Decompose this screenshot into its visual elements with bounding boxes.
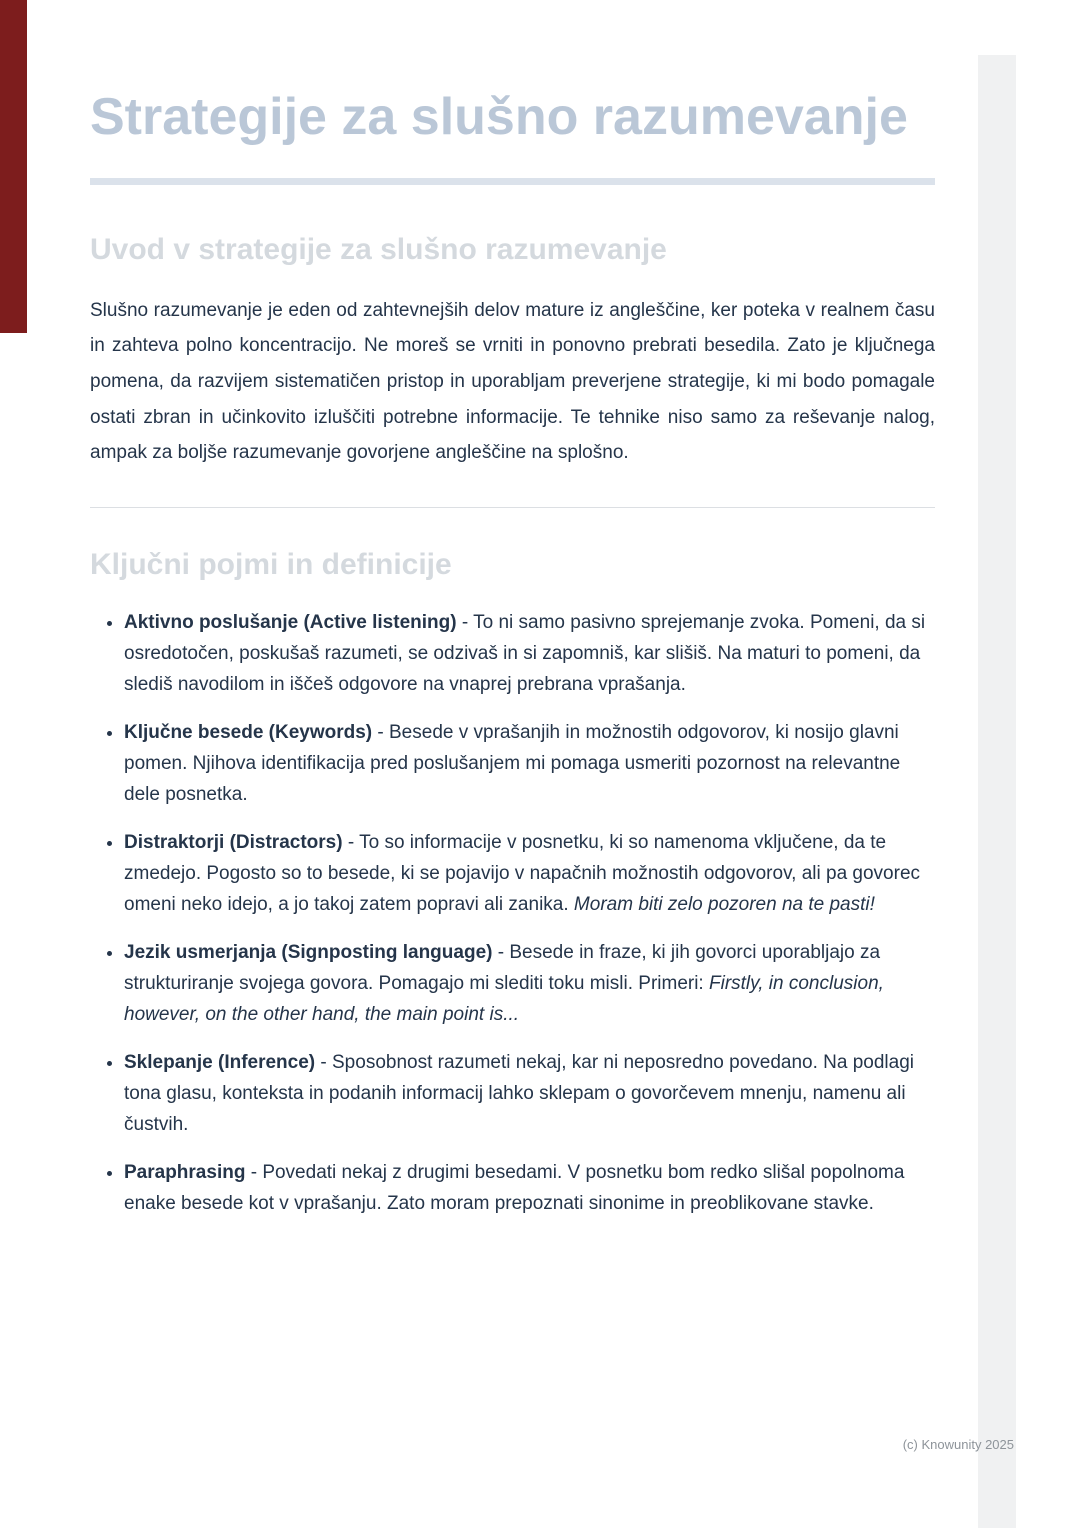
title-divider — [90, 178, 935, 185]
terms-section-heading: Ključni pojmi in definicije — [90, 548, 452, 582]
intro-section-heading: Uvod v strategije za slušno razumevanje — [90, 232, 667, 266]
term-name: Distraktorji (Distractors) — [124, 832, 343, 853]
list-item — [124, 1048, 935, 1141]
section-intro — [90, 233, 935, 472]
term-definition: - To ni samo pasivno sprejemanje zvoka. Pomeni, da si osredotočen, poskušaš razumeti, se odzivaš in si zapomniš, kar slišiš. Na maturi to pomeni, da slediš navodilom in iščeš odgovore na vnaprej prebrana vprašanja. — [124, 612, 926, 696]
intro-paragraph: Slušno razumevanje je eden od zahtevnejših delov mature iz angleščine, ker poteka v realnem času in zahteva polno koncentracijo. Ne moreš se vrniti in ponovno prebrati besedila. Zato je ključnega pomena, da razvijem sistematičen pristop in uporabljam preverjene strategije, ki mi bodo pomagale ostati zbran in učinkovito izluščiti potrebne informacije. Te tehnike niso samo za reševanje nalog, ampak za boljše razumevanje govorjene angleščine na splošno. — [90, 299, 935, 464]
copyright-text: (c) Knowunity 2025 — [902, 1437, 1014, 1452]
list-item — [124, 1158, 935, 1220]
term-name: Sklepanje (Inference) — [124, 1051, 316, 1073]
term-definition: - To so informacije v posnetku, ki so namenoma vključene, da te zmedejo. Pogosto so to besede, ki se pojavijo v napačnih možnostih odgovorov, ali pa govorec omeni neko idejo, a jo takoj zatem popravi ali zanika. — [124, 832, 921, 915]
list-item — [124, 828, 935, 921]
term-definition: - Besede in fraze, ki jih govorci uporabljajo za strukturiranje svojega govora. Pomagajo mi slediti toku misli. Primeri: — [124, 941, 881, 994]
list-item — [124, 718, 935, 811]
left-red-edge — [0, 0, 27, 333]
list-item — [124, 938, 935, 1031]
term-definition: - Povedati nekaj z drugimi besedami. V posnetku bom redko slišal popolnoma enake besede kot v vprašanju. Zato moram prepoznati sinonime in preoblikovane stavke. — [124, 1161, 905, 1214]
term-definition: - Sposobnost razumeti nekaj, kar ni neposredno povedano. Na podlagi tona glasu, konteksta in podanih informacij lahko sklepam o govorčevem mnenju, namenu ali čustvih. — [124, 1051, 915, 1135]
right-page-edge — [978, 55, 1016, 1528]
term-example-italic: Moram biti zelo pozoren na te pasti! — [573, 893, 875, 915]
term-name: Aktivno poslušanje (Active listening) — [124, 612, 457, 634]
term-example-italic: Firstly, in conclusion, however, on the other hand, the main point is... — [124, 972, 884, 1025]
section-divider — [90, 507, 935, 508]
terms-list — [90, 608, 935, 1219]
term-name: Jezik usmerjanja (Signposting language) — [124, 941, 493, 963]
page-title: Strategije za slušno razumevanje — [90, 88, 908, 146]
section-terms — [90, 548, 935, 1219]
term-name: Paraphrasing — [124, 1161, 246, 1183]
document-content — [90, 84, 935, 1237]
term-name: Ključne besede (Keywords) — [124, 722, 373, 744]
term-definition: - Besede v vprašanjih in možnostih odgovorov, ki nosijo glavni pomen. Njihova identifikacija pred poslušanjem mi pomaga usmeriti pozornost na relevantne dele posnetka. — [124, 722, 901, 806]
list-item — [124, 608, 935, 701]
